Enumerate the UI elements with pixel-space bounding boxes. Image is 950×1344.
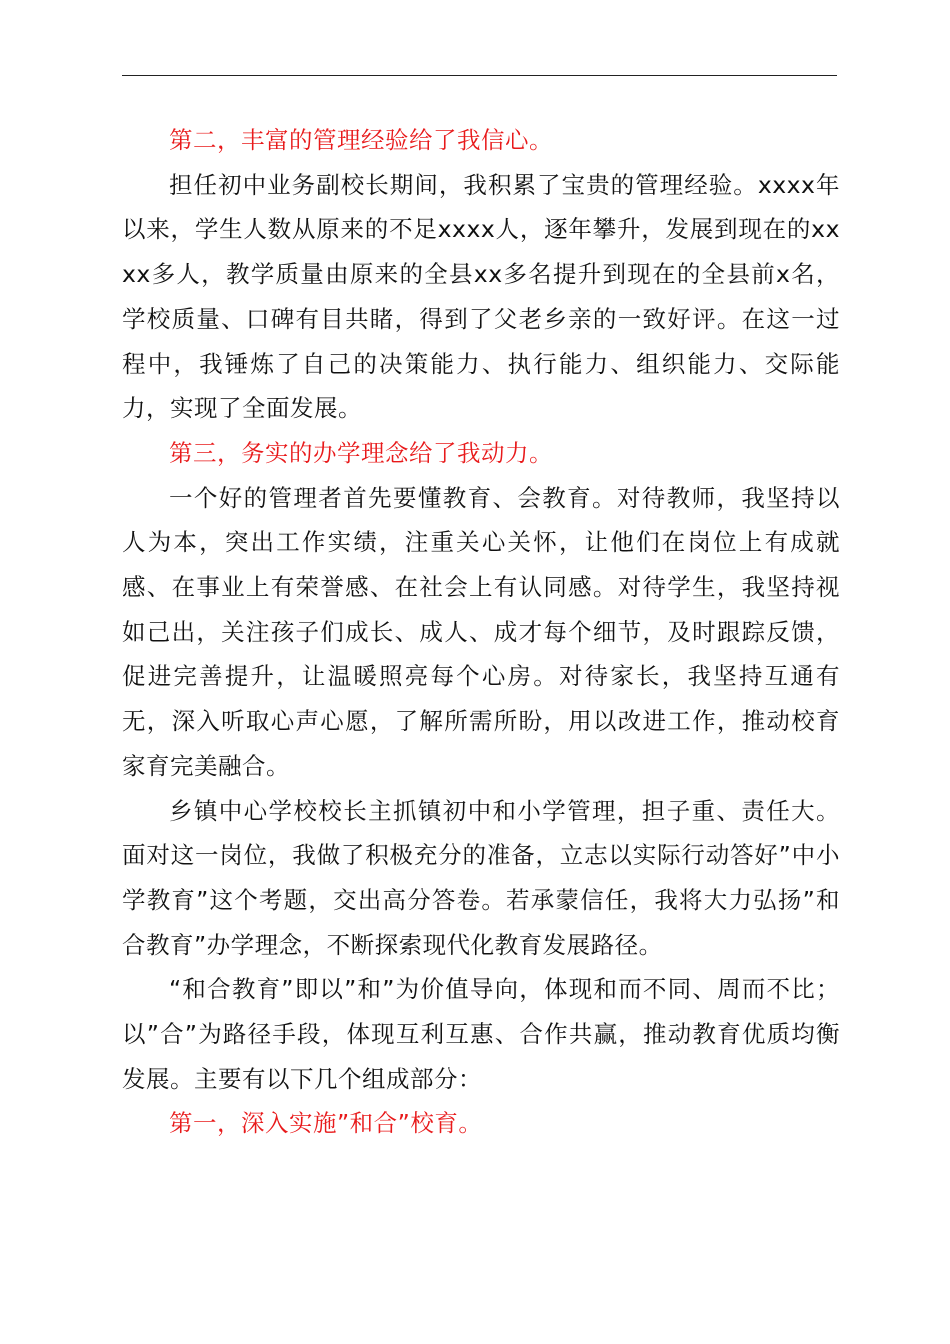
body-paragraph: 担任初中业务副校长期间，我积累了宝贵的管理经验。xxxx年以来，学生人数从原来的不足xxxx人，逐年攀升，发展到现在的xxxx多人，教学质量由原来的全县xx多名提升到现在的全县前x名，学校质量、口碑有目共睹，得到了父老乡亲的一致好评。在这一过程中，我锤炼了自己的决策能力、执行能力、组织能力、交际能力，实现了全面发展。	[122, 170, 840, 423]
section-heading-third: 第三，务实的办学理念给了我动力。	[169, 438, 553, 467]
header-rule	[122, 75, 837, 76]
section-heading-second: 第二，丰富的管理经验给了我信心。	[169, 126, 553, 154]
body-paragraph: 一个好的管理者首先要懂教育、会教育。对待教师，我坚持以人为本，突出工作实绩，注重关心关怀，让他们在岗位上有成就感、在事业上有荣誉感、在社会上有认同感。对待学生，我坚持视如己出，关注孩子们成长、成人、成才每个细节，及时跟踪反馈，促进完善提升，让温暖照亮每个心房。对待家长，我坚持互通有无，深入听取心声心愿，了解所需所盼，用以改进工作，推动校育家育完美融合。	[122, 483, 840, 780]
body-paragraph: “和合教育”即以”和”为价值导向，体现和而不同、周而不比；以”合”为路径手段，体现互利互惠、合作共赢，推动教育优质均衡发展。主要有以下几个组成部分：	[122, 975, 840, 1093]
section-heading-first: 第一，深入实施”和合”校育。	[169, 1109, 483, 1138]
document-body	[122, 118, 840, 1146]
body-paragraph: 乡镇中心学校校长主抓镇初中和小学管理，担子重、责任大。面对这一岗位，我做了积极充分的准备，立志以实际行动答好”中小学教育”这个考题，交出高分答卷。若承蒙信任，我将大力弘扬”和合教育”办学理念，不断探索现代化教育发展路径。	[122, 796, 840, 959]
